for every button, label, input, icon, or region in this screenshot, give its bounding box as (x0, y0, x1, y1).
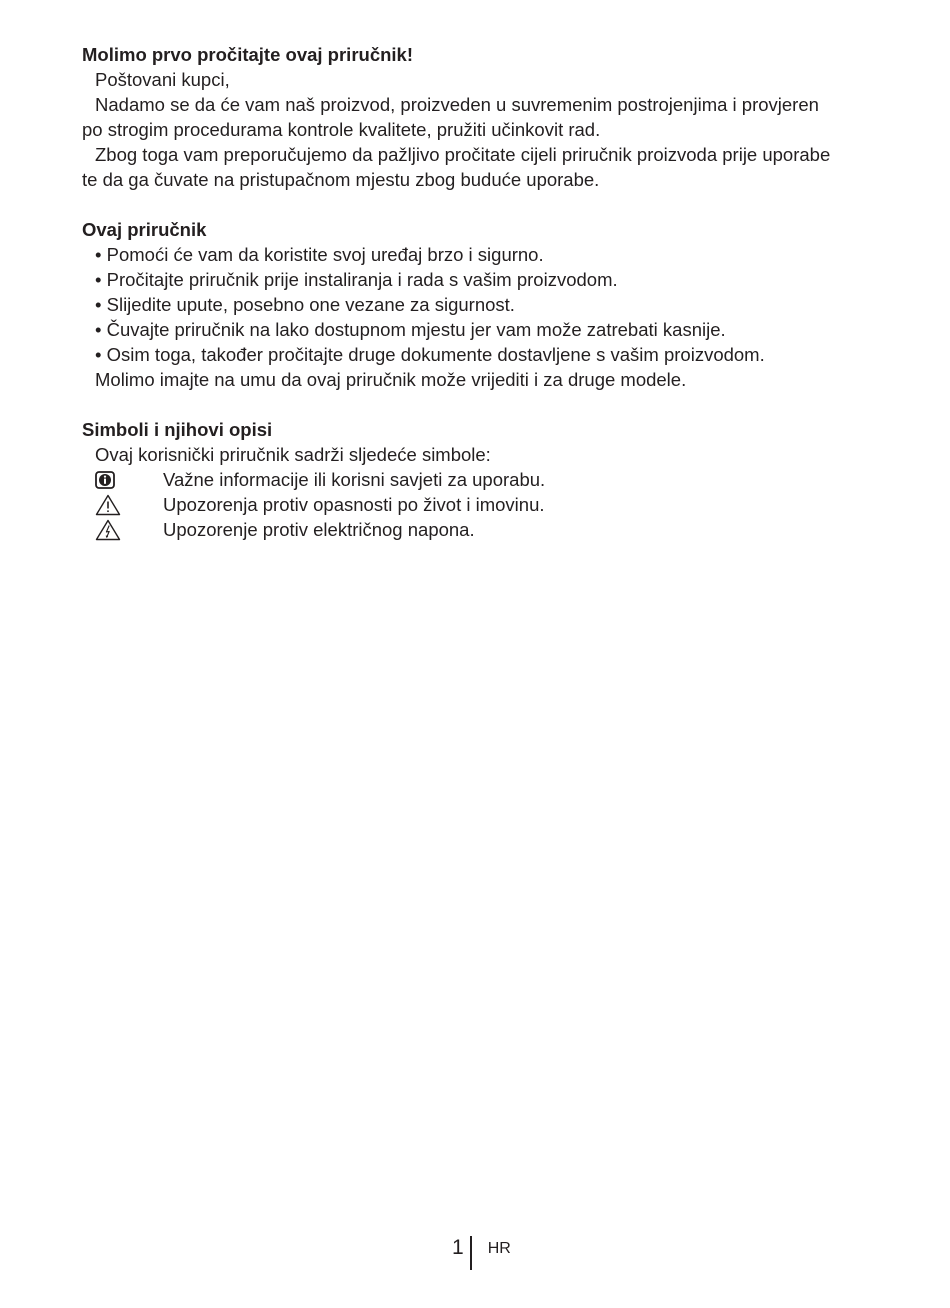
manual-note: Molimo imajte na umu da ovaj priručnik može vrijediti i za druge modele. (95, 369, 687, 390)
section-spacer (82, 392, 872, 417)
symbols-heading: Simboli i njihovi opisi (82, 419, 273, 440)
symbol-description: Upozorenje protiv električnog napona. (163, 519, 475, 540)
list-item: • Pročitajte priručnik prije instaliranja i rada s vašim proizvodom. (95, 267, 872, 292)
language-code: HR (487, 1240, 511, 1257)
symbol-row-electric (82, 517, 872, 542)
symbols-intro: Ovaj korisnički priručnik sadrži sljedeće simbole: (95, 444, 491, 465)
intro-para2-line2: te da ga čuvate na pristupačnom mjestu zbog buduće uporabe. (82, 169, 600, 190)
list-item: • Pomoći će vam da koristite svoj uređaj brzo i sigurno. (95, 242, 872, 267)
symbol-description: Važne informacije ili korisni savjeti za uporabu. (163, 469, 546, 490)
electric-warning-icon (82, 519, 163, 541)
list-item: • Osim toga, također pročitajte druge dokumente dostavljene s vašim proizvodom. (95, 342, 872, 367)
manual-heading: Ovaj priručnik (82, 219, 207, 240)
symbol-row-info (82, 467, 872, 492)
list-item: • Slijedite upute, posebno one vezane za sigurnost. (95, 292, 872, 317)
intro-para2-line1: Zbog toga vam preporučujemo da pažljivo pročitate cijeli priručnik proizvoda prije uporabe (95, 144, 831, 165)
warning-icon (82, 494, 163, 516)
footer-divider (470, 1236, 472, 1270)
info-icon (82, 471, 163, 489)
symbol-row-warning (82, 492, 872, 517)
intro-para1-line1: Nadamo se da će vam naš proizvod, proizveden u suvremenim postrojenjima i provjeren (95, 94, 819, 115)
intro-heading: Molimo prvo pročitajte ovaj priručnik! (82, 44, 413, 65)
greeting: Poštovani kupci, (95, 69, 230, 90)
intro-para1-line2: po strogim procedurama kontrole kvalitete, pružiti učinkovit rad. (82, 119, 601, 140)
list-item: • Čuvajte priručnik na lako dostupnom mjestu jer vam može zatrebati kasnije. (95, 317, 872, 342)
page-footer (452, 1236, 511, 1270)
manual-bullet-list (82, 242, 872, 367)
page-number: 1 (452, 1236, 464, 1259)
symbol-description: Upozorenja protiv opasnosti po život i imovinu. (163, 494, 545, 515)
document-page (82, 42, 872, 542)
section-spacer (82, 192, 872, 217)
